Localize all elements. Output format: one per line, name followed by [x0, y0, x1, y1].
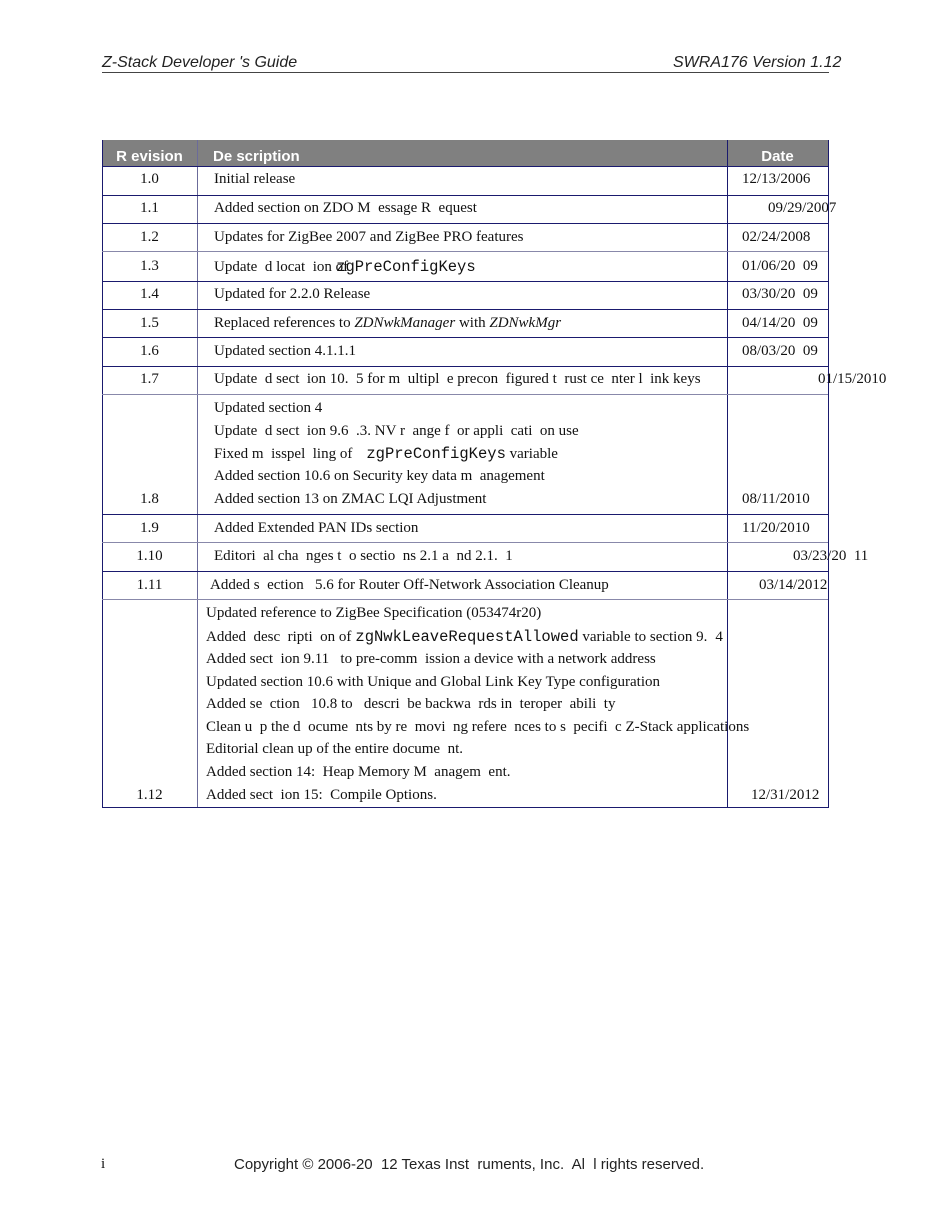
code-identifier: zgPreConfigKeys: [366, 445, 506, 463]
page-number: i: [101, 1156, 106, 1172]
code-identifier: zgNwkLeaveRequestAllowed: [355, 628, 579, 646]
row-divider: [102, 337, 828, 338]
row-divider: [102, 281, 828, 282]
description-cell: [214, 315, 561, 332]
description-text: Added desc ripti on of: [206, 629, 352, 645]
description-text: variable: [505, 446, 558, 462]
row-divider: [102, 542, 828, 543]
description-line: Editorial clean up of the entire docume nt.: [206, 741, 463, 757]
date-cell: 08/03/20 09: [742, 343, 818, 359]
description-line: [214, 445, 558, 463]
row-divider: [102, 599, 828, 600]
code-identifier: zgPreConfigKeys: [336, 258, 476, 276]
description-line: Added section 10.6 on Security key data m anagement: [214, 468, 545, 484]
description-text: Fixed m isspel ling of: [214, 446, 353, 462]
description-text: Update d locat ion of: [214, 259, 349, 275]
description-text: Replaced references to: [214, 315, 355, 331]
description-cell: Updates for ZigBee 2007 and ZigBee PRO features: [214, 229, 524, 245]
row-divider: [102, 251, 828, 252]
running-header-title: Z-Stack Developer 's Guide: [102, 54, 298, 71]
description-line: Added sect ion 15: Compile Options.: [206, 787, 437, 803]
description-cell: Added s ection 5.6 for Router Off-Network Association Cleanup: [210, 577, 609, 593]
description-line: Updated section 10.6 with Unique and Global Link Key Type configuration: [206, 674, 660, 690]
column-divider: [727, 140, 728, 808]
row-divider: [102, 571, 828, 572]
date-cell: 09/29/2007: [768, 200, 837, 216]
description-cell: Updated for 2.2.0 Release: [214, 286, 371, 302]
revision-cell: 1.1: [140, 200, 159, 216]
revision-cell: 1.3: [140, 258, 159, 274]
table-border-right: [828, 140, 829, 808]
row-divider: [102, 195, 828, 196]
date-cell: 01/15/2010: [818, 371, 887, 387]
column-divider: [197, 140, 198, 808]
description-line: Added sect ion 9.11 to pre-comm ission a device with a network address: [206, 651, 656, 667]
header-rule: [102, 72, 829, 73]
italic-term: ZDNwkManager: [354, 315, 456, 331]
date-cell: 11/20/2010: [742, 520, 810, 536]
revision-cell: 1.10: [136, 548, 163, 564]
row-divider: [102, 309, 828, 310]
revision-history-table: [102, 140, 887, 808]
description-cell: Initial release: [214, 171, 296, 187]
description-cell: Updated section 4.1.1.1: [214, 343, 357, 359]
description-cell: Added section on ZDO M essage R equest: [214, 200, 477, 216]
row-divider: [102, 223, 828, 224]
italic-term: ZDNwkMgr: [489, 315, 562, 331]
column-header-revision: R evision: [102, 140, 197, 166]
description-text: with: [455, 315, 490, 331]
description-cell: Editori al cha nges t o sectio ns 2.1 a nd 2.1. 1: [214, 548, 513, 564]
date-cell: 01/06/20 09: [742, 258, 818, 274]
description-line: Added section 13 on ZMAC LQI Adjustment: [214, 491, 487, 507]
row-divider: [102, 366, 828, 367]
description-line: Updated section 4: [214, 400, 323, 416]
revision-cell: 1.6: [140, 343, 159, 359]
running-header-version: SWRA176 Version 1.12: [673, 54, 842, 71]
revision-cell: 1.5: [140, 315, 159, 331]
row-divider: [102, 394, 828, 395]
description-cell: Added Extended PAN IDs section: [214, 520, 419, 536]
description-line: Added se ction 10.8 to descri be backwa rds in teroper abili ty: [206, 696, 616, 712]
description-line: Update d sect ion 9.6 .3. NV r ange f or appli cati on use: [214, 423, 579, 439]
date-cell: 02/24/2008: [742, 229, 811, 245]
description-text: 4: [715, 629, 723, 645]
date-cell: 04/14/20 09: [742, 315, 818, 331]
revision-cell: 1.7: [140, 371, 159, 387]
column-header-description: De scription: [197, 140, 727, 166]
revision-cell: 1.2: [140, 229, 159, 245]
description-line: Updated reference to ZigBee Specification (053474r20): [206, 605, 542, 621]
description-line: Clean u p the d ocume nts by re movi ng refere nces to s pecifi c Z-Stack applications: [206, 719, 750, 735]
description-cell: Update d sect ion 10. 5 for m ultipl e precon figured t rust ce nter l ink keys: [214, 371, 701, 387]
description-line: [206, 628, 723, 646]
description-text: variable to section 9.: [578, 629, 708, 645]
description-cell: [214, 258, 476, 276]
date-cell: 03/14/2012: [759, 577, 828, 593]
row-divider: [102, 166, 828, 167]
row-divider: [102, 514, 828, 515]
date-cell: 03/30/20 09: [742, 286, 818, 302]
date-cell: 08/11/2010: [742, 491, 810, 507]
revision-cell: 1.11: [136, 577, 163, 593]
column-header-date: Date: [727, 140, 828, 166]
revision-cell: 1.9: [140, 520, 159, 536]
copyright-notice: Copyright © 2006-20 12 Texas Inst ruments, Inc. Al l rights reserved.: [234, 1156, 705, 1173]
revision-cell: 1.12: [136, 787, 163, 803]
date-cell: 03/23/20 11: [793, 548, 869, 564]
description-line: Added section 14: Heap Memory M anagem ent.: [206, 764, 511, 780]
revision-cell: 1.4: [140, 286, 159, 302]
revision-cell: 1.0: [140, 171, 159, 187]
table-border-bottom: [102, 807, 828, 808]
date-cell: 12/31/2012: [751, 787, 820, 803]
revision-cell: 1.8: [140, 491, 159, 507]
date-cell: 12/13/2006: [742, 171, 811, 187]
